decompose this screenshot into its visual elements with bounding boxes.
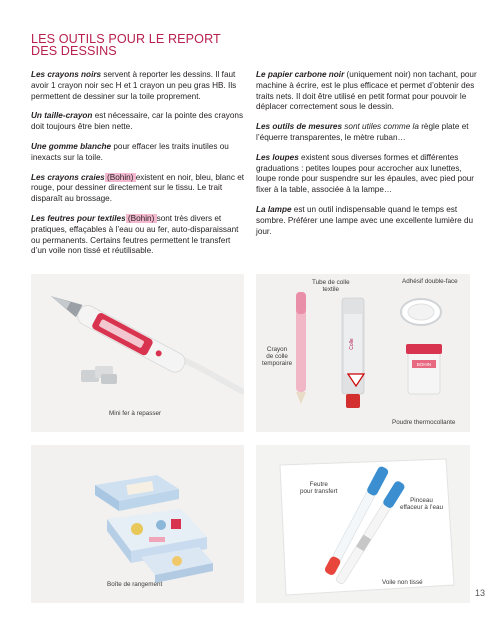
text-crayons-noirs: servent à reporter les dessins. Il faut avoir 1 crayon noir sec H et 1 crayon un peu gras HB. Ils permettent de dessiner sur la toile proprement. xyxy=(31,70,237,101)
caption-marker-line-2: pour transfert xyxy=(300,488,338,495)
caption-glue-tube-line-2: textile xyxy=(322,286,340,293)
paragraph-outils-mesures xyxy=(256,122,478,144)
transfer-markers-illustration xyxy=(256,445,470,603)
brand-highlight: (Bohin) xyxy=(104,172,136,182)
paragraph-papier-carbone xyxy=(256,70,478,113)
term-outils-mesures: Les outils de mesures xyxy=(256,122,343,132)
caption-mini-iron: Mini fer à repasser xyxy=(109,410,162,417)
paragraph-crayons-noirs xyxy=(31,70,247,102)
page-title-line-2: DES DESSINS xyxy=(31,44,117,58)
text-crayons-craies: existent en noir, bleu, blanc et rouge, pour dessiner directement sur le tissu. Le trait disparaît au brossage. xyxy=(31,172,245,204)
caption-storage-box: Boîte de rangement xyxy=(107,581,163,588)
paragraph-feutres xyxy=(31,214,247,257)
term-crayons-craies: Les crayons craies xyxy=(31,172,105,182)
caption-glue-pencil-line-1: Crayon xyxy=(266,346,288,353)
text-papier-carbone: (uniquement noir) non tachant, pour machine à écrire, est le plus efficace et permet d’obtenir des traits nets. Il doit être utilisé en petit format pour pouvoir le déplacer correctement sous le dessin. xyxy=(256,70,477,112)
text-loupes: existent sous diverses formes et différentes graduations : petites loupes pour accrocher aux lunettes, loupe ronde pour suspendre sur les épaules, avec pied pour fixer à la table, associée à la lampe… xyxy=(256,152,475,195)
paragraph-lampe xyxy=(256,205,478,237)
caption-tape: Adhésif double-face xyxy=(402,278,458,285)
caption-brush-line-2: effaceur à l’eau xyxy=(400,504,443,511)
italic-outils-mesures: sont utiles comme la xyxy=(342,122,419,132)
photo-transfer-markers xyxy=(256,445,470,603)
brand-highlight: (Bohin) xyxy=(125,213,157,223)
non-woven-veil xyxy=(280,459,454,595)
caption-transfer-marker xyxy=(300,481,337,495)
iron-body xyxy=(46,287,188,375)
right-text-column xyxy=(256,70,478,246)
glue-pencil xyxy=(296,292,306,404)
storage-box-illustration xyxy=(31,445,244,603)
term-loupes: Les loupes xyxy=(256,152,299,162)
caption-marker-line-1: Feutre xyxy=(309,481,328,488)
caption-glue-tube xyxy=(312,279,350,293)
glue-tube xyxy=(342,298,364,408)
caption-non-woven-veil: Voile non tissé xyxy=(382,579,423,586)
caption-glue-pencil-line-3: temporaire xyxy=(262,360,293,367)
paragraph-gomme xyxy=(31,142,247,164)
text-lampe: est un outil indispensable quand le temps est sombre. Préférer une lampe avec une excellente lumière du jour. xyxy=(256,204,474,236)
term-lampe: La lampe xyxy=(256,204,292,214)
text-outils-mesures: règle plate et l’équerre transparentes, le mètre ruban… xyxy=(256,122,469,142)
text-feutres: sont très divers et pratiques, effaçables à l’eau ou au fer, auto-disparaissant ou permanents. Certains feutres permettent le transfert d’un voile non tissé et réutilisable. xyxy=(31,213,239,256)
text-taille-crayon: est nécessaire, car la pointe des crayons doit toujours être bien nette. xyxy=(31,111,244,132)
caption-eraser-brush xyxy=(400,497,443,511)
caption-glue-pencil xyxy=(262,346,292,367)
left-text-column xyxy=(31,70,247,266)
photo-glue-tools xyxy=(256,274,470,432)
page-title-line-1: LES OUTILS POUR LE REPORT xyxy=(31,32,221,46)
iron-cord xyxy=(181,359,244,392)
caption-glue-pencil-line-2: de colle xyxy=(266,353,288,360)
caption-glue-tube-line-1: Tube de colle xyxy=(312,279,350,286)
mini-iron-illustration xyxy=(31,274,244,432)
powder-jar xyxy=(406,344,442,394)
paragraph-crayons-craies xyxy=(31,173,247,205)
term-taille-crayon: Un taille-crayon xyxy=(31,111,93,121)
term-crayons-noirs: Les crayons noirs xyxy=(31,70,102,79)
term-feutres: Les feutres pour textiles xyxy=(31,213,126,223)
term-gomme: Une gomme blanche xyxy=(31,141,112,151)
box-lid xyxy=(95,475,179,511)
page-title xyxy=(31,33,271,57)
caption-powder: Poudre thermocollante xyxy=(392,419,456,426)
caption-brush-line-1: Pinceau xyxy=(410,497,433,504)
svg-text:BOHIN: BOHIN xyxy=(416,362,432,367)
photo-mini-iron xyxy=(31,274,244,432)
tape-roll xyxy=(401,299,441,325)
iron-stand xyxy=(81,366,117,384)
page-number: 13 xyxy=(475,588,486,598)
paragraph-loupes xyxy=(256,153,478,196)
svg-text:Colle: Colle xyxy=(349,338,355,350)
term-papier-carbone: Le papier carbone noir xyxy=(256,70,345,79)
text-gomme: pour effacer les traits inutiles ou inexacts sur la toile. xyxy=(31,141,229,162)
paragraph-taille-crayon xyxy=(31,111,247,133)
photo-storage-box xyxy=(31,445,244,603)
